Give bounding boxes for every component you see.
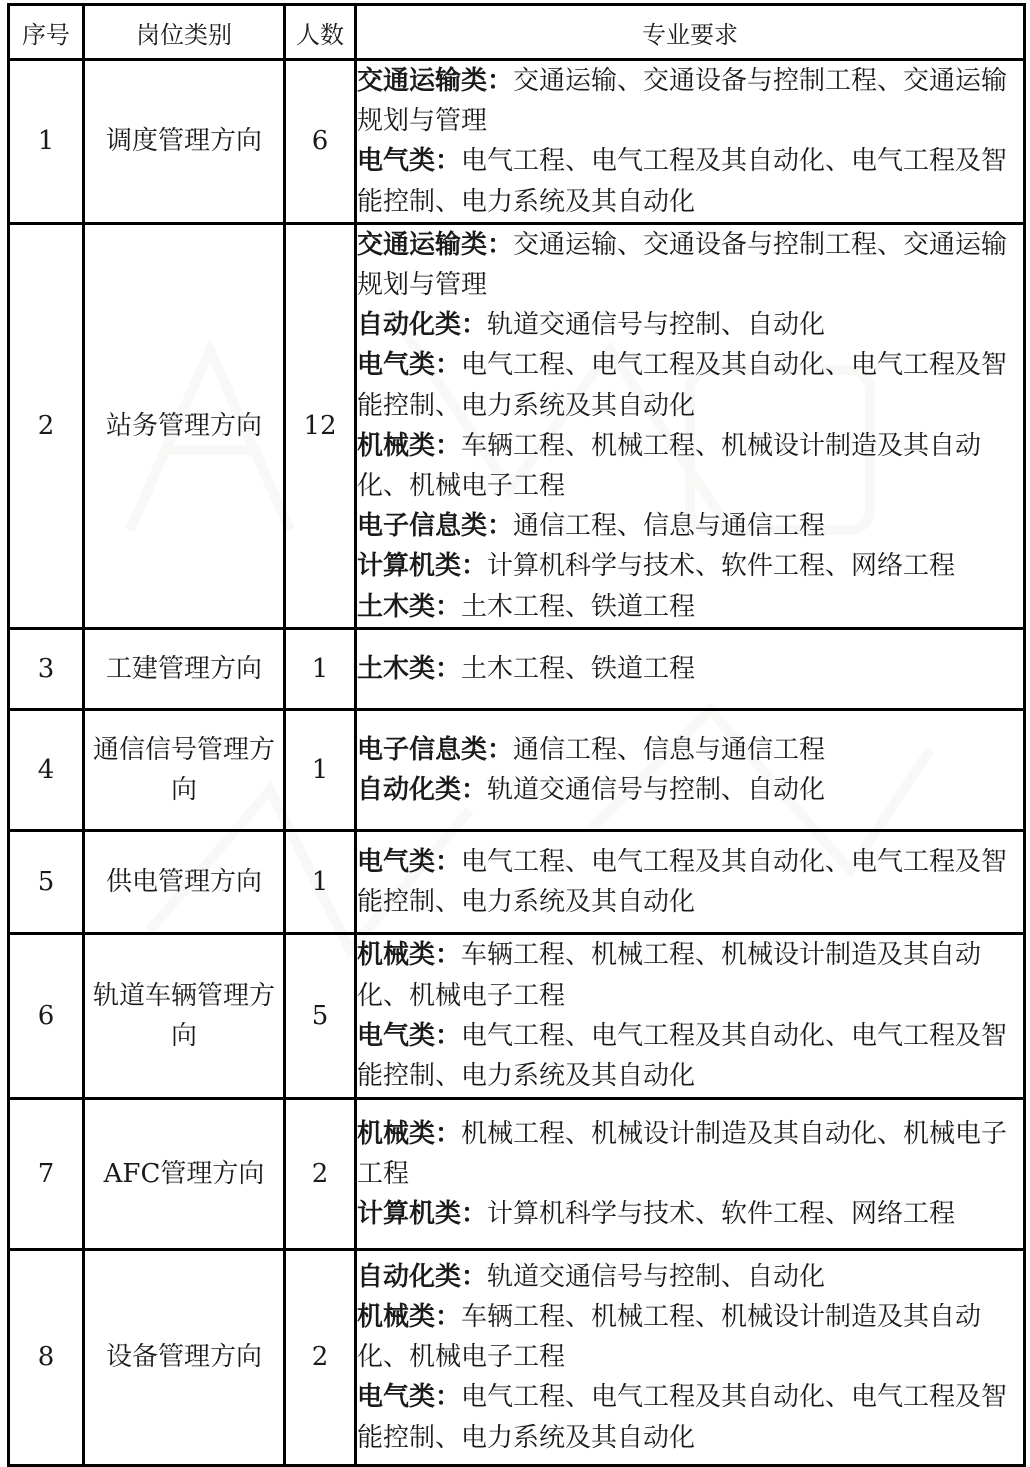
header-position: 岗位类别 xyxy=(84,5,285,60)
major-category: 机械类： xyxy=(357,1118,462,1149)
row-index: 5 xyxy=(9,830,84,933)
major-list: 电气工程、电气工程及其自动化、电气工程及智能控制、电力系统及其自动化 xyxy=(357,1382,1008,1453)
major-list: 电气工程、电气工程及其自动化、电气工程及智能控制、电力系统及其自动化 xyxy=(357,350,1008,421)
row-index: 7 xyxy=(9,1098,84,1249)
header-index: 序号 xyxy=(9,5,84,60)
major-list: 电气工程、电气工程及其自动化、电气工程及智能控制、电力系统及其自动化 xyxy=(357,846,1008,917)
table-row xyxy=(9,830,1025,933)
major-category: 交通运输类： xyxy=(357,66,514,96)
major-category: 机械类： xyxy=(357,940,462,971)
major-category: 交通运输类： xyxy=(357,229,514,260)
row-count: 2 xyxy=(285,1249,356,1465)
table-row xyxy=(9,709,1025,830)
row-requirements xyxy=(356,223,1025,628)
major-category: 电子信息类： xyxy=(357,734,514,765)
major-list: 土木工程、铁道工程 xyxy=(461,653,696,684)
major-list: 交通运输、交通设备与控制工程、交通运输规划与管理 xyxy=(357,229,1008,301)
row-position xyxy=(84,830,285,933)
major-group xyxy=(357,61,1023,141)
major-group xyxy=(357,730,1023,770)
major-group xyxy=(357,1377,1023,1457)
row-count: 1 xyxy=(285,830,356,933)
major-group xyxy=(357,426,1023,506)
row-requirements xyxy=(356,830,1025,933)
row-requirements xyxy=(356,709,1025,830)
position-label: 通信信号管理方向 xyxy=(93,734,276,805)
major-group xyxy=(357,935,1023,1015)
row-index: 1 xyxy=(9,60,84,224)
row-position xyxy=(84,223,285,628)
row-requirements xyxy=(356,1098,1025,1249)
major-list: 车辆工程、机械工程、机械设计制造及其自动化、机械电子工程 xyxy=(357,1302,982,1373)
major-group xyxy=(357,842,1023,922)
row-requirements xyxy=(356,60,1025,224)
major-list: 通信工程、信息与通信工程 xyxy=(513,734,826,765)
major-list: 车辆工程、机械工程、机械设计制造及其自动化、机械电子工程 xyxy=(357,430,982,502)
row-index: 6 xyxy=(9,933,84,1098)
table-row xyxy=(9,1098,1025,1249)
row-requirements xyxy=(356,933,1025,1098)
row-count: 1 xyxy=(285,709,356,830)
row-count: 5 xyxy=(285,933,356,1098)
major-group xyxy=(357,1016,1023,1096)
table-row xyxy=(9,933,1025,1098)
position-label: 工建管理方向 xyxy=(105,653,262,684)
major-group xyxy=(357,506,1023,546)
row-position xyxy=(84,1098,285,1249)
major-category: 机械类： xyxy=(357,1302,462,1333)
major-group xyxy=(357,305,1023,345)
major-list: 计算机科学与技术、软件工程、网络工程 xyxy=(487,551,956,582)
major-category: 计算机类： xyxy=(357,551,488,582)
major-group xyxy=(357,1257,1023,1297)
major-list: 轨道交通信号与控制、自动化 xyxy=(487,774,826,805)
major-category: 自动化类： xyxy=(357,774,488,805)
major-category: 土木类： xyxy=(357,653,462,684)
major-group xyxy=(357,1297,1023,1377)
major-category: 计算机类： xyxy=(357,1198,488,1229)
row-index: 4 xyxy=(9,709,84,830)
row-position xyxy=(84,60,285,224)
major-group xyxy=(357,546,1023,586)
major-category: 电子信息类： xyxy=(357,511,514,542)
row-position xyxy=(84,628,285,709)
major-category: 电气类： xyxy=(357,1382,462,1413)
header-requirements: 专业要求 xyxy=(356,5,1025,60)
position-label: 轨道车辆管理方向 xyxy=(93,980,276,1051)
major-group xyxy=(357,770,1023,810)
row-count: 2 xyxy=(285,1098,356,1249)
table-row xyxy=(9,1249,1025,1465)
major-category: 电气类： xyxy=(357,146,462,177)
major-list: 计算机科学与技术、软件工程、网络工程 xyxy=(487,1198,956,1229)
recruitment-table xyxy=(7,3,1026,1467)
major-list: 交通运输、交通设备与控制工程、交通运输规划与管理 xyxy=(357,66,1008,137)
major-group xyxy=(357,649,1023,689)
major-list: 轨道交通信号与控制、自动化 xyxy=(487,1261,826,1292)
major-category: 电气类： xyxy=(357,846,462,877)
position-label: 调度管理方向 xyxy=(105,126,262,157)
position-label: 供电管理方向 xyxy=(105,866,262,897)
row-count: 12 xyxy=(285,223,356,628)
major-group xyxy=(357,1114,1023,1194)
major-list: 土木工程、铁道工程 xyxy=(461,591,696,622)
row-count: 6 xyxy=(285,60,356,224)
major-list: 电气工程、电气工程及其自动化、电气工程及智能控制、电力系统及其自动化 xyxy=(357,1020,1008,1092)
row-position xyxy=(84,709,285,830)
row-position xyxy=(84,1249,285,1465)
major-list: 通信工程、信息与通信工程 xyxy=(513,511,826,542)
position-label: 设备管理方向 xyxy=(105,1342,262,1373)
row-count: 1 xyxy=(285,628,356,709)
row-index: 8 xyxy=(9,1249,84,1465)
table-row xyxy=(9,60,1025,224)
header-count: 人数 xyxy=(285,5,356,60)
table-row xyxy=(9,628,1025,709)
major-category: 电气类： xyxy=(357,1020,462,1051)
row-requirements xyxy=(356,1249,1025,1465)
major-group xyxy=(357,587,1023,627)
row-index: 2 xyxy=(9,223,84,628)
major-category: 自动化类： xyxy=(357,1261,488,1292)
row-index: 3 xyxy=(9,628,84,709)
header-row xyxy=(9,5,1025,60)
major-list: 电气工程、电气工程及其自动化、电气工程及智能控制、电力系统及其自动化 xyxy=(357,146,1008,217)
major-list: 机械工程、机械设计制造及其自动化、机械电子工程 xyxy=(357,1118,1008,1189)
major-category: 土木类： xyxy=(357,591,462,622)
table-row xyxy=(9,223,1025,628)
major-list: 轨道交通信号与控制、自动化 xyxy=(487,310,826,341)
position-label: AFC管理方向 xyxy=(103,1158,265,1189)
position-label: 站务管理方向 xyxy=(105,410,262,441)
major-group xyxy=(357,1194,1023,1234)
row-requirements xyxy=(356,628,1025,709)
major-list: 车辆工程、机械工程、机械设计制造及其自动化、机械电子工程 xyxy=(357,940,982,1011)
major-category: 机械类： xyxy=(357,430,462,461)
row-position xyxy=(84,933,285,1098)
major-group xyxy=(357,225,1023,305)
major-category: 自动化类： xyxy=(357,310,488,341)
major-category: 电气类： xyxy=(357,350,462,381)
major-group xyxy=(357,345,1023,425)
major-group xyxy=(357,141,1023,221)
